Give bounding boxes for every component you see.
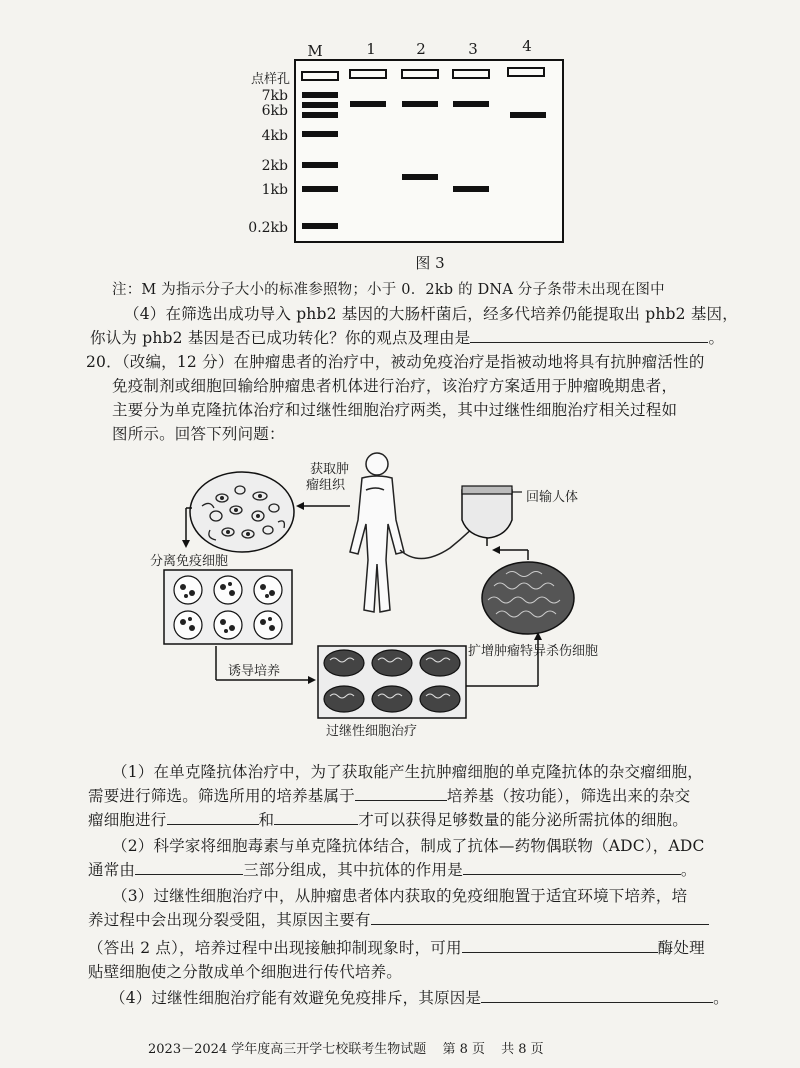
q2-text-b: 三部分组成，其中抗体的作用是 [243, 861, 463, 879]
label-induce-culture: 诱导培养 [228, 664, 281, 679]
label-adoptive-therapy: 过继性细胞治疗 [326, 724, 418, 739]
lane-label-2: 2 [416, 40, 426, 58]
lane-label-1: 1 [366, 40, 376, 58]
tumor-tissue-dish [190, 472, 294, 552]
q1-line2 [88, 784, 690, 806]
label-separate-immune-cells: 分离免疫细胞 [150, 554, 229, 569]
size-label-0-2kb: 0.2kb [248, 220, 288, 236]
q1-text-e: 才可以获得足够数量的能分泌所需抗体的细胞。 [358, 811, 688, 829]
q20-intro-line4: 图所示。回答下列问题： [112, 425, 285, 443]
patient-figure [350, 453, 404, 612]
q3-line4: 贴壁细胞使之分散成单个细胞进行传代培养。 [88, 963, 403, 981]
well-label: 点样孔 [250, 72, 290, 87]
footer-page: 第 8 页 [442, 1042, 485, 1057]
q1-line1: （1）在单克隆抗体治疗中，为了获取能产生抗肿瘤细胞的单克隆抗体的杂交瘤细胞， [112, 763, 703, 781]
gel-image [290, 58, 570, 248]
q19-4-end: 。 [708, 329, 725, 347]
lane-label-m: M [307, 42, 323, 60]
q2-line2 [88, 858, 697, 880]
footer-total: 共 8 页 [501, 1042, 544, 1057]
q3-line3 [88, 936, 705, 958]
q3-line2 [88, 908, 709, 930]
q3-text-b: （答出 2 点），培养过程中出现接触抑制现象时，可用 [88, 939, 462, 957]
immune-cell-plate [164, 570, 292, 644]
answer-blank-q2-components[interactable] [135, 860, 243, 875]
answer-blank-q19-4[interactable] [470, 328, 708, 343]
figure-note: 注：M 为指示分子大小的标准参照物；小于 0．2kb 的 DNA 分子条带未出现在图中 [112, 282, 665, 298]
iv-bag [462, 486, 512, 546]
q1-line3 [88, 808, 688, 830]
q4-line1 [110, 986, 729, 1008]
q3-line1: （3）过继性细胞治疗中，从肿瘤患者体内获取的免疫细胞置于适宜环境下培养，培 [112, 887, 688, 905]
answer-blank-q2-role[interactable] [463, 860, 681, 875]
answer-blank-q4[interactable] [481, 988, 713, 1003]
q19-4-question: 你认为 phb2 基因是否已成功转化？你的观点及理由是 [90, 329, 471, 347]
q3-text-a: 养过程中会出现分裂受阻，其原因主要有 [88, 911, 371, 929]
q20-intro-line3: 主要分为单克隆抗体治疗和过继性细胞治疗两类，其中过继性细胞治疗相关过程如 [112, 401, 678, 419]
lane-label-3: 3 [468, 40, 478, 58]
size-label-4kb: 4kb [261, 128, 288, 144]
label-expand-killer-cells: 扩增肿瘤特异杀伤细胞 [468, 644, 599, 659]
answer-blank-q3-enzyme[interactable] [462, 938, 658, 953]
q2-line1: （2）科学家将细胞毒素与单克隆抗体结合，制成了抗体—药物偶联物（ADC），ADC [112, 837, 705, 855]
q19-4-line2 [90, 326, 724, 348]
q1-text-b: 培养基（按功能），筛选出来的杂交 [446, 787, 691, 805]
label-obtain-tissue-2: 瘤组织 [306, 478, 346, 493]
footer-title: 2023－2024 学年度高三开学七校联考生物试题 [148, 1042, 427, 1057]
figure-caption: 图 3 [415, 254, 445, 272]
q1-text-d: 和 [258, 811, 275, 829]
q1-text-a: 需要进行筛选。筛选所用的培养基属于 [88, 787, 355, 805]
answer-blank-q1-medium[interactable] [355, 786, 447, 801]
answer-blank-q3-reasons[interactable] [371, 910, 709, 925]
q2-text-c: 。 [680, 861, 697, 879]
label-obtain-tissue-1: 获取肿 [310, 462, 350, 477]
killer-cell-dish [482, 562, 574, 634]
q1-text-c: 瘤细胞进行 [88, 811, 167, 829]
q4-text-b: 。 [713, 989, 729, 1007]
lane-label-4: 4 [522, 37, 532, 55]
q4-text-a: （4）过继性细胞治疗能有效避免免疫排斥，其原因是 [110, 989, 482, 1007]
q19-4-line1: （4）在筛选出成功导入 phb2 基因的大肠杆菌后，经多代培养仍能提取出 phb2 基因， [124, 305, 738, 323]
q3-text-c: 酶处理 [657, 939, 705, 957]
q2-text-a: 通常由 [88, 861, 136, 879]
page-footer [148, 1038, 544, 1057]
size-label-7kb: 7kb [261, 88, 288, 104]
size-label-1kb: 1kb [261, 182, 288, 198]
size-label-6kb: 6kb [261, 103, 288, 119]
answer-blank-q1-step1[interactable] [167, 810, 259, 825]
label-infuse-back: 回输人体 [526, 490, 579, 505]
answer-blank-q1-step2[interactable] [274, 810, 358, 825]
q20-intro-line2: 免疫制剂或细胞回输给肿瘤患者机体进行治疗，该治疗方案适用于肿瘤晚期患者， [112, 377, 678, 395]
culture-plate [318, 646, 466, 718]
q20-intro-line1: 20．（改编，12 分）在肿瘤患者的治疗中，被动免疫治疗是指被动地将具有抗肿瘤活性的 [86, 353, 705, 371]
size-label-2kb: 2kb [261, 158, 288, 174]
